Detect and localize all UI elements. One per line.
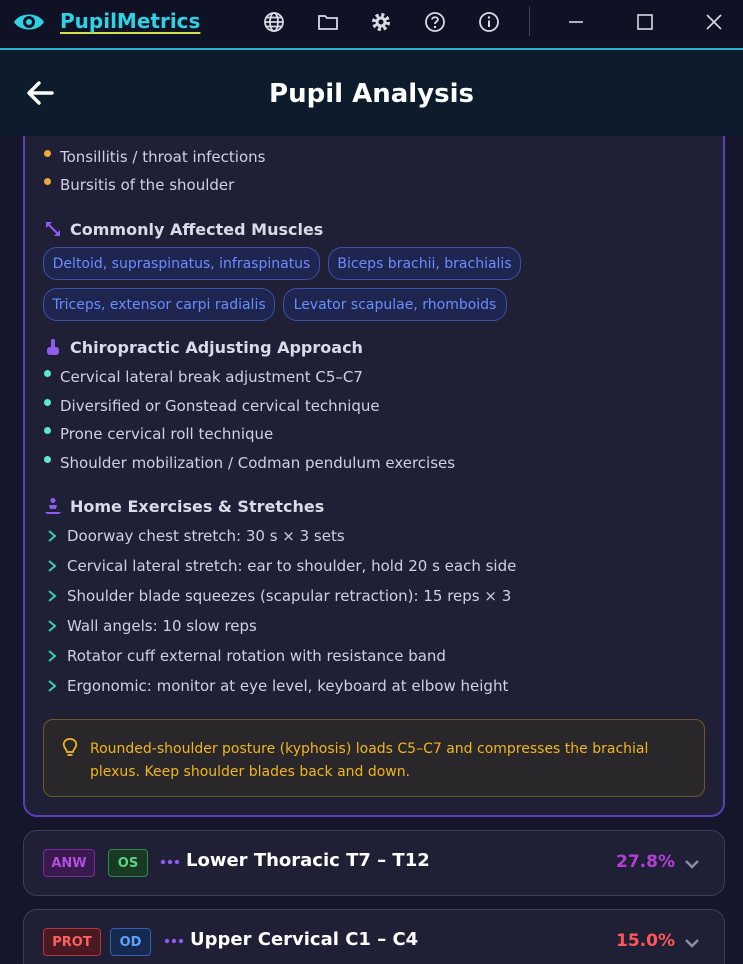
muscles-section-title: Commonly Affected Muscles	[44, 217, 323, 241]
gear-icon[interactable]	[368, 9, 394, 35]
chevron-right-icon	[47, 650, 57, 662]
globe-icon[interactable]	[261, 9, 287, 35]
os-badge: OS	[108, 849, 148, 877]
chevron-right-icon	[47, 530, 57, 542]
tip-text: Rounded-shoulder posture (kyphosis) loads C5–C7 and compresses the brachial plexus. Keep shoulder blades back and down.	[90, 741, 649, 780]
page-header	[0, 52, 743, 136]
bullet-dot	[44, 150, 51, 157]
muscle-chip[interactable]: Triceps, extensor carpi radialis	[43, 288, 275, 321]
content-scroll-area[interactable]	[0, 136, 743, 964]
chevron-right-icon	[47, 590, 57, 602]
eye-icon	[12, 10, 46, 34]
percent-value: 27.8%	[616, 852, 675, 872]
meditation-icon	[44, 497, 62, 515]
resize-arrows-icon	[44, 220, 62, 238]
list-item: Prone cervical roll technique	[44, 423, 273, 445]
chevron-right-icon	[47, 680, 57, 692]
bullet-dot	[44, 399, 51, 406]
list-item: Rotator cuff external rotation with resistance band	[47, 645, 446, 667]
list-item: Shoulder mobilization / Codman pendulum exercises	[44, 452, 455, 474]
page-title: Pupil Analysis	[269, 79, 474, 109]
app-name: PupilMetrics	[60, 9, 201, 33]
list-item: Shoulder blade squeezes (scapular retraction): 15 reps × 3	[47, 585, 511, 607]
content-inner	[0, 136, 743, 964]
posture-tip-box	[43, 719, 705, 797]
bullet-dot	[44, 456, 51, 463]
lightbulb-icon	[62, 738, 78, 758]
anw-badge: ANW	[43, 849, 95, 877]
list-item: Ergonomic: monitor at eye level, keyboard at elbow height	[47, 675, 508, 697]
exercises-section-title: Home Exercises & Stretches	[44, 494, 324, 518]
window-titlebar	[0, 0, 743, 50]
list-item: Tonsillitis / throat infections	[44, 146, 265, 168]
titlebar-separator	[529, 6, 530, 36]
chevron-right-icon	[47, 560, 57, 572]
list-item: Cervical lateral break adjustment C5–C7	[44, 366, 363, 388]
list-item: Bursitis of the shoulder	[44, 174, 234, 196]
bullet-dot	[44, 427, 51, 434]
hand-point-icon	[44, 338, 62, 356]
region-label: Upper Cervical C1 – C4	[190, 929, 419, 950]
percent-value: 15.0%	[616, 931, 675, 951]
minimize-icon[interactable]	[563, 9, 589, 35]
region-label: Lower Thoracic T7 – T12	[186, 850, 430, 871]
lower-thoracic-card[interactable]	[23, 830, 725, 896]
chevron-down-icon[interactable]	[681, 932, 703, 954]
help-icon[interactable]	[422, 9, 448, 35]
dots-line-icon	[164, 937, 184, 945]
list-item: Doorway chest stretch: 30 s × 3 sets	[47, 525, 345, 547]
close-icon[interactable]	[701, 9, 727, 35]
muscle-chip[interactable]: Biceps brachii, brachialis	[328, 247, 521, 280]
od-badge: OD	[110, 928, 151, 956]
chiro-section-title: Chiropractic Adjusting Approach	[44, 335, 363, 359]
list-item: Wall angels: 10 slow reps	[47, 615, 257, 637]
info-icon[interactable]	[476, 9, 502, 35]
muscle-chip[interactable]: Levator scapulae, rhomboids	[283, 288, 507, 321]
list-item: Diversified or Gonstead cervical technique	[44, 395, 380, 417]
prot-badge: PROT	[43, 928, 101, 956]
upper-cervical-card[interactable]	[23, 909, 725, 964]
bullet-dot	[44, 178, 51, 185]
chevron-down-icon[interactable]	[681, 853, 703, 875]
list-item: Cervical lateral stretch: ear to shoulder, hold 20 s each side	[47, 555, 516, 577]
maximize-icon[interactable]	[632, 9, 658, 35]
muscle-chip[interactable]: Deltoid, supraspinatus, infraspinatus	[43, 247, 320, 280]
chevron-right-icon	[47, 620, 57, 632]
folder-icon[interactable]	[315, 9, 341, 35]
bullet-dot	[44, 370, 51, 377]
dots-line-icon	[160, 858, 180, 866]
